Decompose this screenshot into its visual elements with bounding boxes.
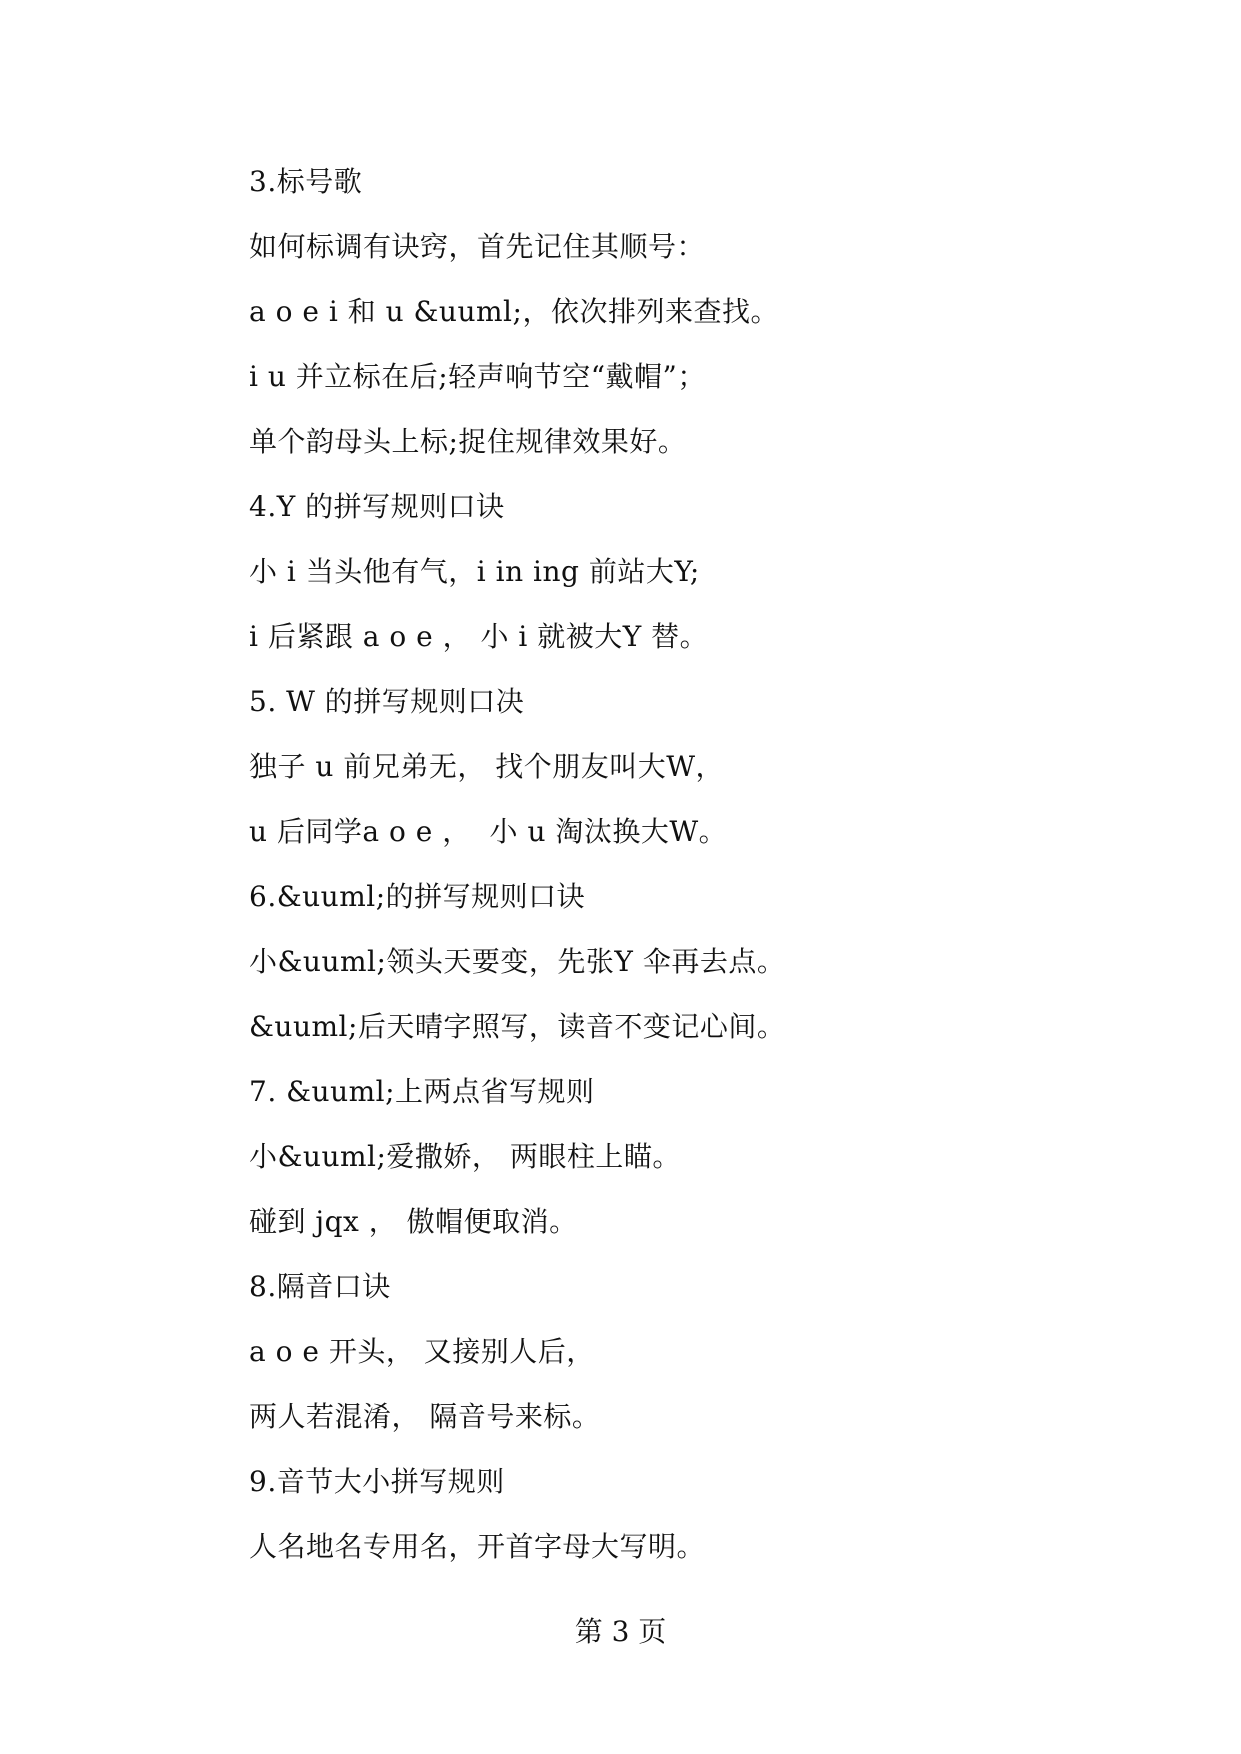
section-heading-7: 7. &uuml;上两点省写规则 [249, 1075, 595, 1108]
section-heading-3: 3.标号歌 [249, 165, 363, 198]
section-heading-6: 6.&uuml;的拼写规则口诀 [249, 880, 586, 913]
text-line: 小 i 当头他有气，i in ing 前站大Y; [249, 555, 700, 588]
text-line: 碰到 jqx ， 傲帽便取消。 [249, 1205, 578, 1238]
page-number: 第 3 页 [574, 1615, 667, 1648]
text-line: u 后同学a o e ， 小 u 淘汰换大W。 [249, 815, 728, 848]
text-line: i 后紧跟 a o e ， 小 i 就被大Y 替。 [249, 620, 709, 653]
section-heading-4: 4.Y 的拼写规则口诀 [249, 490, 505, 523]
document-body [249, 158, 1009, 1588]
section-heading-9: 9.音节大小拼写规则 [249, 1465, 505, 1498]
text-line: 如何标调有诀窍，首先记住其顺号： [249, 230, 706, 263]
text-line: i u 并立标在后;轻声响节空“戴帽”； [249, 360, 706, 393]
text-line: 小&uuml;爱撒娇， 两眼柱上瞄。 [249, 1140, 681, 1173]
text-line: 人名地名专用名，开首字母大写明。 [249, 1530, 706, 1563]
text-line: a o e 开头， 又接别人后， [249, 1335, 595, 1368]
text-line: 独子 u 前兄弟无， 找个朋友叫大W， [249, 750, 725, 783]
text-line: 两人若混淆， 隔音号来标。 [249, 1400, 601, 1433]
text-line: 单个韵母头上标;捉住规律效果好。 [249, 425, 687, 458]
section-heading-8: 8.隔音口诀 [249, 1270, 391, 1303]
section-heading-5: 5. W 的拼写规则口决 [249, 685, 525, 718]
text-line: 小&uuml;领头天要变，先张Y 伞再去点。 [249, 945, 786, 978]
text-line: &uuml;后天晴字照写，读音不变记心间。 [249, 1010, 786, 1043]
text-line: a o e i 和 u &uuml;，依次排列来查找。 [249, 295, 779, 328]
